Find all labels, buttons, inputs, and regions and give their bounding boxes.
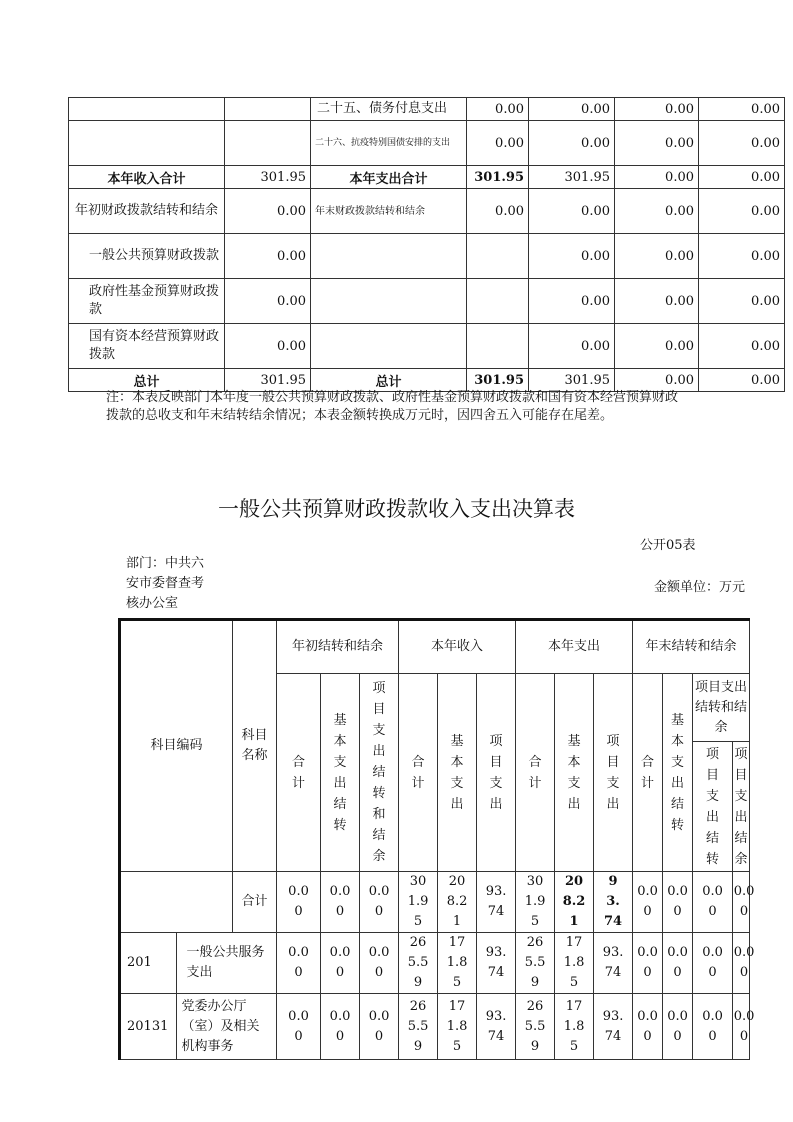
table-row: 政府性基金预算财政拨款 0.00 0.00 0.00 0.00: [69, 279, 785, 324]
grand-total-label: 总计: [311, 369, 467, 392]
unit-label: 金额单位：万元: [654, 580, 746, 595]
expense-total-label: 本年支出合计: [311, 166, 467, 189]
table-row: 本年收入合计 301.95 本年支出合计 301.95 301.95 0.00 0.00: [69, 166, 785, 189]
header-expense: 本年支出: [516, 620, 633, 674]
header-name: 科目名称: [233, 620, 277, 872]
table-row: 二十六、抗疫特别国债安排的支出 0.00 0.00 0.00 0.00: [69, 121, 785, 166]
grand-total-label: 总计: [69, 369, 225, 392]
table-row: 总计 301.95 总计 301.95 301.95 0.00 0.00: [69, 369, 785, 392]
table-row: 国有资本经营预算财政拨款 0.00 0.00 0.00 0.00: [69, 324, 785, 369]
table-row: 一般公共预算财政拨款 0.00 0.00 0.00 0.00: [69, 234, 785, 279]
budget-table: 科目编码 科目名称 年初结转和结余 本年收入 本年支出 年末结转和结余 合计 基本支出结转 项目支出结转和结余 合计 基本支出 项目支出 合计 基本支出 项目支出 合计 基本支出结转 项目支出结转和结余 项目支出结转 项目支出结余 合计 0.00 0.00 0.00 301.95 208.21 93.74 301.95 208.21 93.74 0.00 0.00 0.00 0.00 201 一般公共服务支出 0.00 0.00 0.00 265.59 171.85 93.74 265.59 171.85 93.74 0.00 0.00 0.00 0.00 20131 党委办公厅（室）及相关机构事务 0.00 0.00 0.00 265.59 171.85 93.74 265.59 171.85 93.74 0.00 0.00 0.00 0.00: [118, 618, 750, 1060]
header-income: 本年收入: [399, 620, 516, 674]
table-row: 年初财政拨款结转和结余 0.00 年末财政拨款结转和结余 0.00 0.00 0.00 0.00: [69, 189, 785, 234]
header-begin: 年初结转和结余: [277, 620, 399, 674]
income-total-label: 本年收入合计: [69, 166, 225, 189]
table-number: 公开05表: [640, 538, 696, 553]
page-title: 一般公共预算财政拨款收入支出决算表: [218, 497, 575, 521]
table-row: 20131 党委办公厅（室）及相关机构事务 0.00 0.00 0.00 265.59 171.85 93.74 265.59 171.85 93.74 0.00 0.00 0.00 0.00: [120, 994, 750, 1060]
summary-table-continuation: [68, 97, 785, 392]
department-label: 部门：中共六安市委督查考核办公室: [126, 556, 205, 611]
table-row: 二十五、债务付息支出 0.00 0.00 0.00 0.00: [69, 98, 785, 121]
table-row: 合计 0.00 0.00 0.00 301.95 208.21 93.74 301.95 208.21 93.74 0.00 0.00 0.00 0.00: [120, 872, 750, 933]
expense-item-label: 二十六、抗疫特别国债安排的支出: [311, 121, 467, 166]
table-note: 注：本表反映部门本年度一般公共预算财政拨款、政府性基金预算财政拨款和国有资本经营预算财政拨款的总收支和年末结转结余情况；本表金额转换成万元时，因四舍五入可能存在尾差。: [106, 390, 679, 423]
header-code: 科目编码: [120, 620, 233, 872]
expense-item-label: 二十五、债务付息支出: [311, 98, 467, 121]
table-row: 201 一般公共服务支出 0.00 0.00 0.00 265.59 171.85 93.74 265.59 171.85 93.74 0.00 0.00 0.00 0.00: [120, 933, 750, 994]
header-end: 年末结转和结余: [633, 620, 750, 674]
